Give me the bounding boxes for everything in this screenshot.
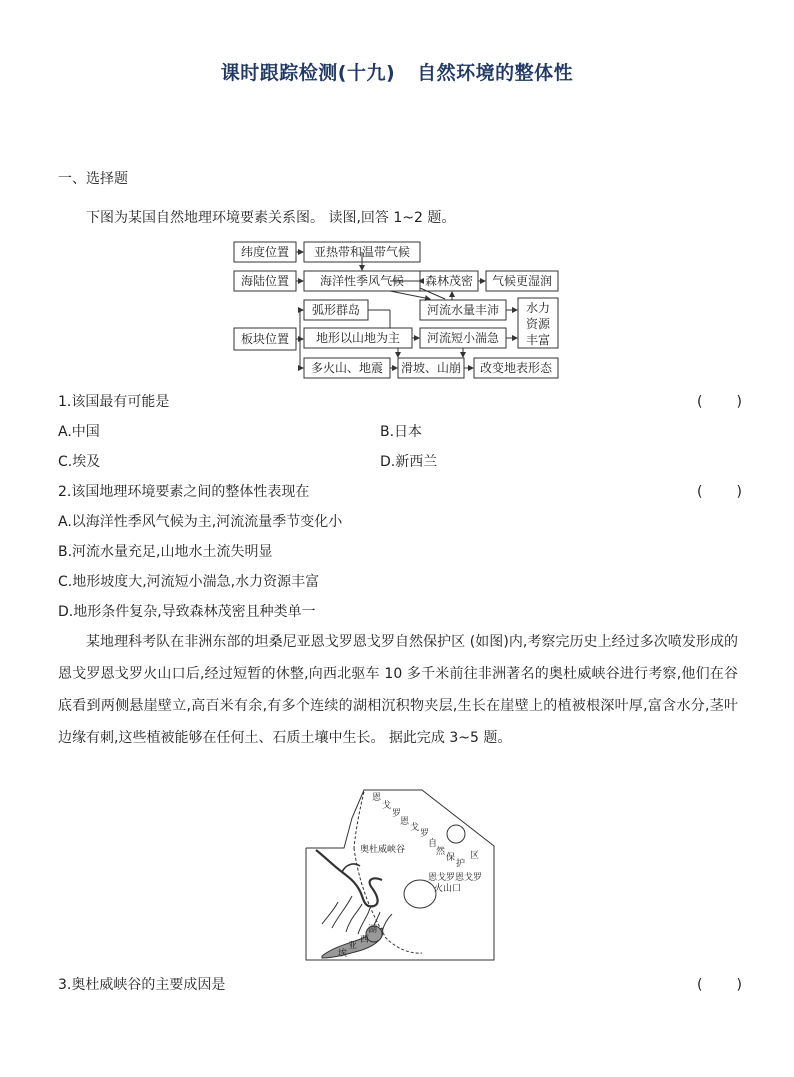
reserve-map <box>302 788 498 964</box>
lake-label-4: 埃 <box>338 949 348 959</box>
flow-plate: 板块位置 <box>240 332 290 346</box>
lake-label-2: 西 <box>360 935 370 945</box>
flow-river-water: 河流水量丰沛 <box>426 303 500 317</box>
q3-stem: 3.奥杜威峡谷的主要成因是 <box>58 977 226 993</box>
q2-option-b: B.河流水量充足,山地水土流失明显 <box>58 544 273 560</box>
crater-label-2: 火山口 <box>434 884 462 894</box>
lake-label-1: 湖 <box>368 925 378 935</box>
q1-option-a: A.中国 <box>58 424 100 440</box>
title-sub: 自然环境的整体性 <box>417 62 574 84</box>
relation-diagram <box>230 238 565 383</box>
q2-option-c: C.地形坡度大,河流短小湍急,水力资源丰富 <box>58 574 320 590</box>
page-title <box>0 58 794 85</box>
reserve-char-1: 恩 <box>372 793 382 803</box>
reserve-char-11: 区 <box>470 851 480 861</box>
q2-option-a: A.以海洋性季风气候为主,河流流量季节变化小 <box>58 514 343 530</box>
gorge-label: 奥杜威峡谷 <box>360 845 406 855</box>
reserve-char-10: 护 <box>456 859 466 869</box>
passage-text: 某地理科考队在非洲东部的坦桑尼亚恩戈罗恩戈罗自然保护区 (如图)内,考察完历史上经过多次喷发形成的恩戈罗恩戈罗火山口后,经过短暂的休整,向西北驱车 10 多千米前往非洲著名的奥杜威峡谷进行考察,他们在谷底看到两侧悬崖壁立,高百米有余,有多个连续的湖相沉积物夹层,生长在崖壁上的植被根深叶厚,富含水分,茎叶边缘有刺,这些植被能够在任何土、石质土壤中生长。 据此完成 3~5 题。 <box>58 634 738 746</box>
flow-sealand: 海陆位置 <box>240 274 290 288</box>
section-heading: 一、选择题 <box>58 171 128 187</box>
q1-option-c: C.埃及 <box>58 454 101 470</box>
flow-change: 改变地表形态 <box>479 361 553 375</box>
flow-volcano: 多火山、地震 <box>310 361 384 375</box>
reserve-char-6: 罗 <box>420 829 430 839</box>
q2-option-d: D.地形条件复杂,导致森林茂密且种类单一 <box>58 604 316 620</box>
q1-option-d: D.新西兰 <box>380 454 438 470</box>
flow-water-res-3: 丰富 <box>525 333 551 347</box>
flow-forest: 森林茂密 <box>424 274 474 288</box>
reserve-char-4: 恩 <box>400 817 410 827</box>
q1-option-b: B.日本 <box>380 424 423 440</box>
flow-landslide: 滑坡、山崩 <box>400 361 462 375</box>
crater-label-1: 恩戈罗恩戈罗 <box>428 873 483 883</box>
flow-monsoon: 海洋性季风气候 <box>319 274 405 288</box>
q3-answer-paren: ( ) <box>697 977 744 993</box>
q2-stem: 2.该国地理环境要素之间的整体性表现在 <box>58 484 310 500</box>
reserve-char-7: 自 <box>428 839 438 849</box>
reserve-char-3: 罗 <box>392 809 402 819</box>
flow-water-res-1: 水力 <box>525 301 551 315</box>
flow-river-short: 河流短小湍急 <box>426 331 500 345</box>
reserve-char-9: 保 <box>446 853 456 863</box>
reserve-char-5: 戈 <box>410 823 420 833</box>
reserve-char-8: 然 <box>436 847 446 857</box>
flow-lat: 纬度位置 <box>240 245 290 259</box>
q1-stem: 1.该国最有可能是 <box>58 394 170 410</box>
reserve-char-2: 戈 <box>382 801 392 811</box>
title-main: 课时跟踪检测(十九) <box>220 62 396 84</box>
q2-answer-paren: ( ) <box>697 484 744 500</box>
intro-text: 下图为某国自然地理环境要素关系图。 读图,回答 1~2 题。 <box>86 210 456 226</box>
flow-climate-zone: 亚热带和温带气候 <box>313 245 411 259</box>
flow-arc: 弧形群岛 <box>311 303 361 317</box>
lake-label-3: 亚 <box>348 941 358 951</box>
q1-answer-paren: ( ) <box>697 394 744 410</box>
flow-mountain: 地形以山地为主 <box>315 331 401 345</box>
flow-water-res-2: 资源 <box>525 317 551 331</box>
flow-humid: 气候更湿润 <box>491 274 553 288</box>
